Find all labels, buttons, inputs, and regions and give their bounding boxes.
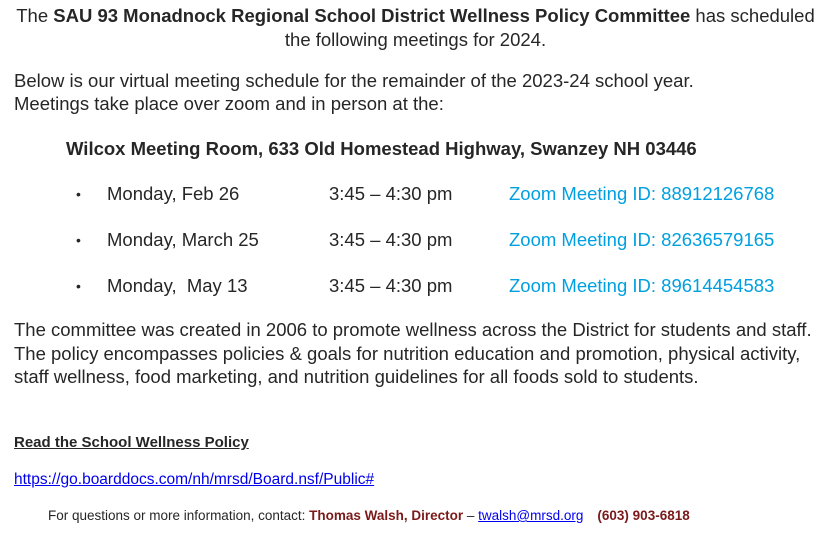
meeting-item xyxy=(0,227,831,253)
wellness-policy-heading-link[interactable]: Read the School Wellness Policy xyxy=(14,434,249,451)
committee-name: SAU 93 Monadnock Regional School District Wellness Policy Committee xyxy=(53,5,691,26)
committee-description: The committee was created in 2006 to promote wellness across the District for students and staff. The policy encompasses policies & goals for nutrition education and promotion, physical activity, staff wellness, food marketing, and nutrition guidelines for all foods sold to students. xyxy=(14,319,812,387)
meeting-time: 3:45 – 4:30 pm xyxy=(329,275,453,296)
intro-paragraph xyxy=(14,4,817,52)
meeting-day: Monday, Feb 26 xyxy=(107,183,240,204)
contact-email-link[interactable]: twalsh@mrsd.org xyxy=(478,508,584,523)
bullet-icon: • xyxy=(76,278,81,294)
meeting-time: 3:45 – 4:30 pm xyxy=(329,183,453,204)
meeting-day: Monday, March 25 xyxy=(107,229,259,250)
intro-prefix: The xyxy=(16,5,54,26)
meeting-item xyxy=(0,181,831,207)
meeting-day: Monday, May 13 xyxy=(107,275,248,296)
contact-phone: (603) 903-6818 xyxy=(597,508,690,523)
meeting-location: Wilcox Meeting Room, 633 Old Homestead Highway, Swanzey NH 03446 xyxy=(66,138,697,159)
contact-person: Thomas Walsh, Director xyxy=(309,508,464,523)
schedule-intro: Below is our virtual meeting schedule for the remainder of the 2023-24 school year. Meetings take place over zoom and in person at the: xyxy=(14,70,694,114)
zoom-meeting-link[interactable]: Zoom Meeting ID: 88912126768 xyxy=(509,183,775,204)
meeting-item xyxy=(0,273,831,299)
contact-dash: – xyxy=(463,508,479,523)
intro-suffix: has scheduled the following meetings for 2024. xyxy=(284,5,815,50)
zoom-meeting-link[interactable]: Zoom Meeting ID: 82636579165 xyxy=(509,229,775,250)
contact-prefix: For questions or more information, contact: xyxy=(48,508,310,523)
contact-line xyxy=(48,507,690,525)
meeting-time: 3:45 – 4:30 pm xyxy=(329,229,453,250)
bullet-icon: • xyxy=(76,186,81,202)
zoom-meeting-link[interactable]: Zoom Meeting ID: 89614454583 xyxy=(509,275,775,296)
wellness-policy-url-link[interactable]: https://go.boarddocs.com/nh/mrsd/Board.nsf/Public# xyxy=(14,471,375,488)
bullet-icon: • xyxy=(76,232,81,248)
